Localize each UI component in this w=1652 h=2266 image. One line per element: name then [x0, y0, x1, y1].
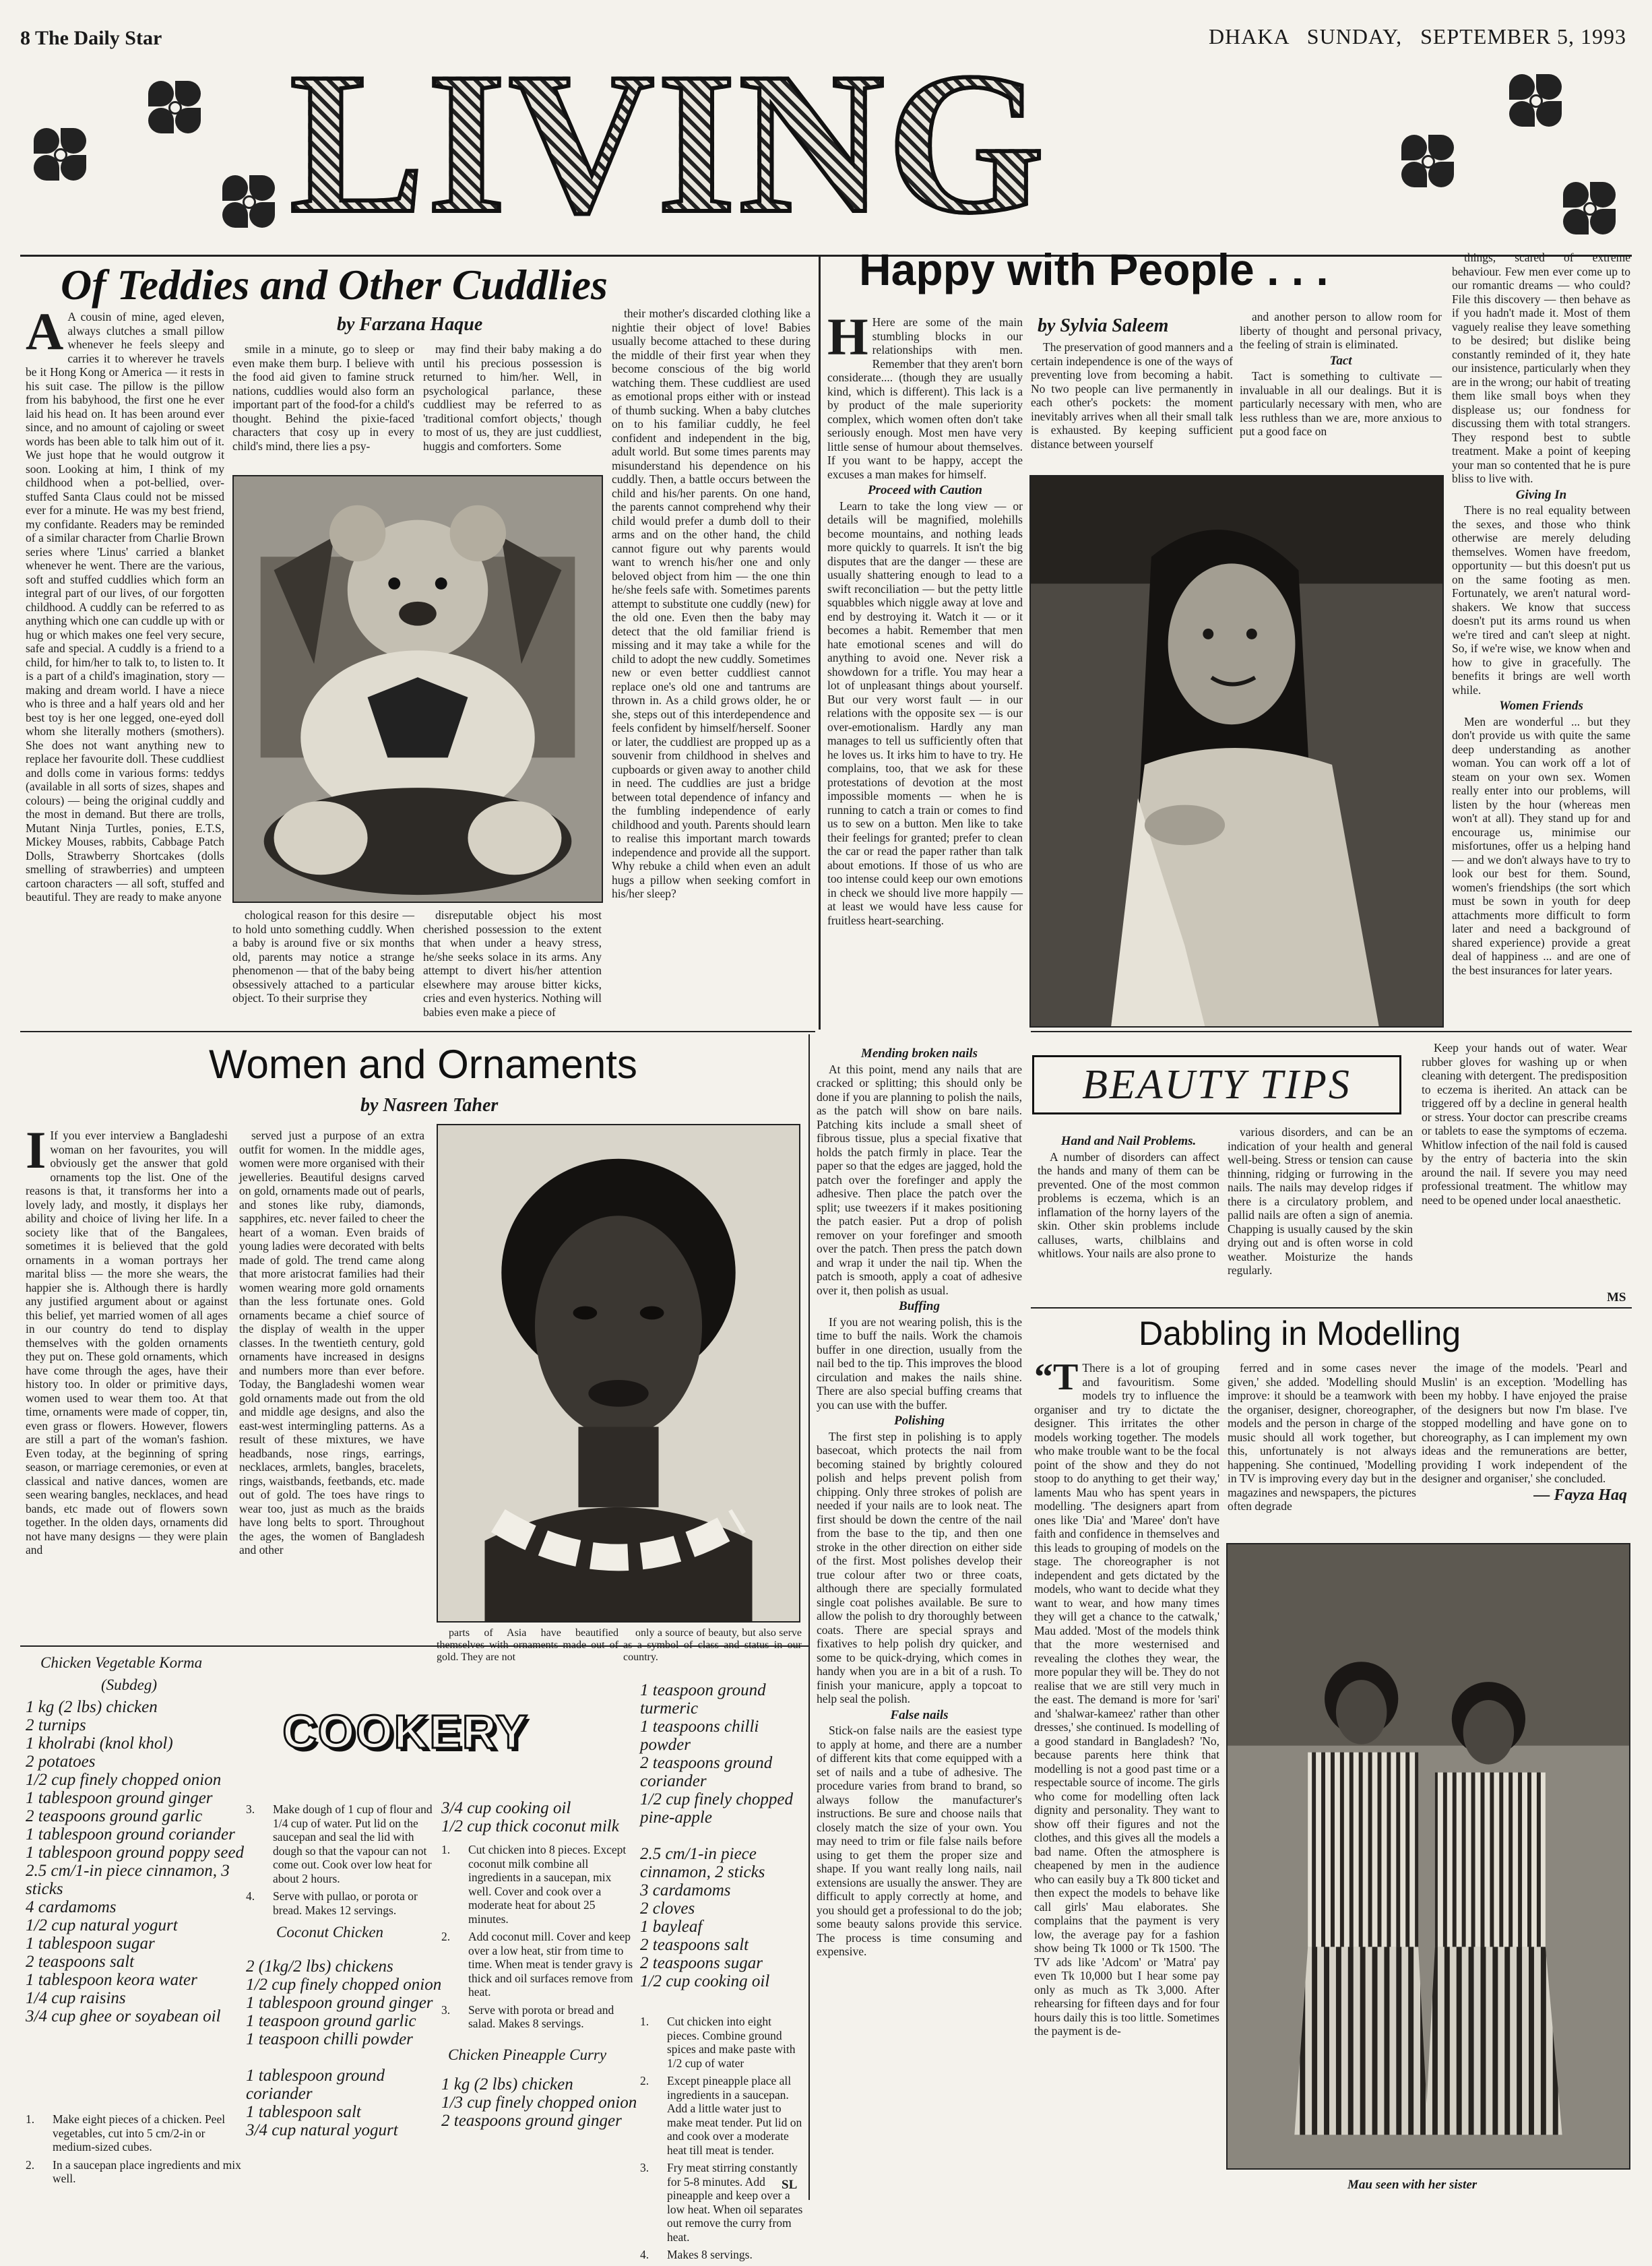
- recipe3-ingredients: [441, 2075, 643, 2130]
- recipe-step: [441, 1843, 637, 1926]
- happy-col1-text: Here are some of the main stumbling blocks in our relationships with men. Remember that they aren't born considerate.... (though they are usually kind, which is different). This lack is a by product of the male superiority complex, which women often don't take seriously enough. Most men have very little sense of humour about themselves. If you want to be happy, accept the excuses a man makes for himself.: [827, 315, 1023, 481]
- ingredient-line: 1/3 cup finely chopped onion: [441, 2094, 637, 2112]
- recipe-step: [640, 2248, 805, 2262]
- step-number: 2.: [640, 2074, 649, 2087]
- ingredient-line: 2 turnips: [26, 1716, 86, 1734]
- recipe1-ingredients: [26, 1698, 248, 2025]
- teddy-bear-image: [234, 476, 602, 902]
- teddies-col2a-text: smile in a minute, go to sleep or even make them burp. I believe with the food aid given to famine struck nations, cuddlies would also form an important part of the food-for a child's thought. Behind the pixie-faced characters that cosy up in every child's mind, there lies a psy-: [232, 342, 414, 453]
- step-text: Cut chicken into 8 pieces. Except coconut milk combine all ingredients in a saucepan, mix well. Cover and cook over a moderate heat for about 25 minutes.: [468, 1843, 627, 1926]
- nails-column: [817, 1044, 1022, 2197]
- modelling-col3-text: the image of the models. 'Pearl and Muslin' is an exception. 'Modelling has been my hobby. I have enjoyed the praise of the designers but now I'm blase. I've stopped modelling and have gone on to choreography, as I can implement my own ideas and the remunerations are better, providing I work independent of the designer and organiser,' she concluded.: [1422, 1361, 1627, 1485]
- ingredient-line: 3 cardamoms: [640, 1881, 731, 1899]
- flower-ornament-icon: [1509, 74, 1563, 128]
- nails-subhead-mending: Mending broken nails: [860, 1046, 978, 1061]
- happy-subhead-tact: Tact: [1329, 353, 1352, 368]
- recipe2-title: Coconut Chicken: [276, 1924, 384, 1941]
- ingredient-line: [246, 2048, 448, 2067]
- recipe-step: [640, 2015, 805, 2070]
- step-text: Make dough of 1 cup of flour and 1/4 cup of water. Put lid on the saucepan and seal the lid with dough so that the vapour can not come out. Cook over low heat for about 2 hours.: [273, 1802, 433, 1885]
- recipe-step: [441, 2003, 637, 2031]
- happy-column-2: [1031, 340, 1233, 468]
- ingredient-line: 2 teaspoons salt: [640, 1936, 749, 1954]
- ornaments-model-photo: [437, 1124, 800, 1623]
- happy-byline: by Sylvia Saleem: [1038, 315, 1169, 336]
- flower-ornament-icon: [1563, 182, 1617, 236]
- dateline-day: SUNDAY,: [1306, 24, 1403, 49]
- flower-ornament-icon: [1401, 135, 1455, 189]
- step-text: Serve with porota or bread and salad. Makes 8 servings.: [468, 2003, 614, 2030]
- teddies-byline: by Farzana Haque: [337, 314, 483, 335]
- ingredient-line: 2 teaspoons sugar: [640, 1954, 763, 1972]
- ingredient-line: 1 tablespoon ground ginger: [246, 1994, 433, 2012]
- ornaments-column-3: [437, 1627, 618, 1663]
- nails-mending-text: At this point, mend any nails that are cracked or splitting; this should only be done if you are planning to polish the nails, as the patch will show on bare nails. Patching kits include a small sheet of fibrous tissue, plus a special fixative that holds the patch firmly in place. Tear the paper so that the edges are jagged, hold the patch over the forefinger and apply the adhesive. Then place the patch over the split; use tweezers if it makes positioning the patch easier. Put a drop of polish remover on your forefinger and smooth over the patch. Then press the patch down and wrap it under the nail tip. When the patch is smooth, apply a coat of adhesive over it, then polish as usual.: [817, 1062, 1022, 1297]
- section-title-text: LIVING: [290, 31, 1048, 255]
- ingredient-line: 1/2 cup finely chopped pine-apple: [640, 1790, 794, 1827]
- cookery-header: [264, 1698, 547, 1765]
- recipe-step: [246, 1889, 435, 1917]
- models-photo: [1226, 1543, 1630, 2170]
- happy-col3b-text: Tact is something to cultivate — invaluable in all our dealings. But it is particularly necessary with men, who are less ruthless than we are, more anxious to put a good face on: [1240, 369, 1442, 438]
- teddies-headline: Of Teddies and Other Cuddlies: [61, 261, 608, 309]
- recipe-step: [640, 2161, 805, 2244]
- step-text: In a saucepan place ingredients and mix well.: [53, 2158, 241, 2185]
- recipe-step: [26, 2112, 248, 2154]
- ingredient-line: 1/2 cup finely chopped onion: [246, 1976, 442, 1994]
- nails-subhead-polishing: Polishing: [894, 1414, 945, 1428]
- nails-buffing-text: If you are not wearing polish, this is the time to buff the nails. Work the chamois buffer in one direction, usually from the nail bed to the tip. This improves the blood circulation and makes the nails shine. There are also special buffing creams that you can use with the buffer.: [817, 1315, 1022, 1412]
- happy-headline: Happy with People . . .: [859, 245, 1329, 294]
- ingredient-line: 1 tablespoon ground poppy seed: [26, 1844, 245, 1862]
- ornaments-headline: Women and Ornaments: [209, 1042, 637, 1087]
- ornaments-col4-text: only a source of beauty, but also serve as a symbol of class and status in our country.: [623, 1627, 802, 1663]
- ingredient-line: 1 tablespoon ground coriander: [26, 1825, 235, 1844]
- ingredient-line: 2 teaspoons ground ginger: [441, 2112, 622, 2130]
- recipe1-subtitle: (Subdeg): [101, 1676, 158, 1693]
- beauty-col1-text: A number of disorders can affect the hands and many of them can be prevented. One of the most common problems is eczema, which is an inflamation of the horny layers of the skin. Other skin problems include calluses, warts, chilblains and whitlows. Your nails are also prone to: [1038, 1150, 1219, 1260]
- happy-column-3: [1240, 310, 1442, 472]
- ornaments-col2-text: served just a purpose of an extra outfit for women. In the middle ages, women were more organised with their jewelleries. Beautiful designs carved on gold, ornaments made out of pearls, and stones like ruby, diamonds, sapphires, etc. never failed to cheer the heart of a woman. Even braids of young ladies were decorated with belts made of gold. The trend came along that more aristocrat families had their women wearing more gold ornaments than the less fortunate ones. Gold ornaments became a chief source of the display of wealth in the upper classes. In the twentieth century, gold ornaments have increased in designs and numbers more than ever before. Today, the Bangladeshi women wear gold ornaments made out from the old and middle age designs, and also the east-west intermingling patterns. As a result of these mixtures, we have headbands, nose rings, earrings, necklaces, armlets, bangles, bracelets, rings, waistbands, feetbands, etc. made out of gold. The toes have rings to wear too, just as much as the braids have long belts to sport. Throughout the ages, the women of Bangladesh and other: [239, 1129, 424, 1556]
- ingredient-line: 3/4 cup ghee or soyabean oil: [26, 2007, 221, 2025]
- dateline-city: DHAKA: [1209, 24, 1289, 49]
- ingredient-line: 3/4 cup natural yogurt: [246, 2121, 398, 2139]
- nails-subhead-false-nails: False nails: [890, 1707, 949, 1722]
- ingredient-line: 1 kholrabi (knol khol): [26, 1734, 173, 1753]
- ingredient-line: 2 teaspoons salt: [26, 1953, 135, 1971]
- happy-column-1: H Here are some of the main stumbling blocks in our relationships with men. Remember that they aren't born considerate.... (though they are usually kind, which is different). This lack is a by product of the male superiority complex, which women often don't take seriously enough. Most men have very little sense of humour about themselves. If you want to be happy, accept the excuses a man makes for himself. Proceed with Caution Learn to take the long view — or details will be magnified, molehills become mountains, and nothing leads more quickly to quarrels. It isn't the big disputes that are the danger — these are usually shattering enough to lead to a swift reconciliation — but the petty little squabbles which niggle away at love and end by destroying it. Watch it — or it becomes a habit. Remember that men hate emotional scenes and will do anything to avoid one. Never risk a showdown for a trifle. You may hear a lot of unpleasant things about yourself. But our very worst fault — in our relations with the opposite sex — is our over-emotionalism. Hardly any man manages to tell us sufficiently often that he loves us. It irks him to have to try. He complains, too, that we ask for these protestations of devotion at the most impossible moments — when he is running to catch a train or comes to find us to sew on a button. Men like to take their feelings for granted; prefer to clean the car or read the paper rather than talk about emotions. If those of us who are too intense could keep our own emotions in check we should live more happily — at least we would have less cause for fruitless heart-searching.: [827, 307, 1023, 927]
- recipe1-steps-a: [26, 2112, 248, 2190]
- beauty-signature: MS: [1607, 1290, 1626, 1304]
- teddies-column-1: A A cousin of mine, aged eleven, always clutches a small pillow whenever he feels sleepy and carries it to wherever he travels be it Hong Kong or America — it rests in his suit case. The pillow is the pillow from his babyhood, the first one he ever laid his head on. It has been around ever since, and no amount of cajoling or sweet words has been able to talk him out of it. We just hope that he would outgrow it soon. Looking at him, I think of my childhood when a pot-bellied, over-stuffed Santa Claus could not be missed ever for a minute. He was my best friend, my confidante. Readers may be reminded of a similar character from Charlie Brown series where 'Linus' carried a blanket whenever he went. There are the various, soft and stuffed cuddlies which form an integral part of our lives, of our forgotten childhood. A cuddly can be referred to as anything which one can cuddle up with or hug or which makes one feel very secure, safe and special. A cuddly is a friend to a child, for him/her to talk to, to listen to. It is a part of a child's imagination, story — making and dream world. I have a niece who is three and a half years old and her best toy is her one legged, one-eyed doll whom she literally mothers (smothers). She does not want anything new to replace her favourite doll. These cuddliest and dolls come in various forms: teddys (available in all sorts of sizes, shapes and colours) — being the original cuddly and the most in demand. But there are trolls, Mutant Ninja Turtles, ponies, E.T.S, Mickey Mouses, rabbits, Cabbage Patch Dolls, Strawberry Shortcakes (dolls smelling of strawberries) and umpteen cartoon characters — all soft, stuffed and beautiful. They are ready to make anyone: [26, 302, 224, 904]
- models-image: [1228, 1544, 1629, 2168]
- step-number: 1.: [640, 2015, 649, 2028]
- nails-false-nails-text: Stick-on false nails are the easiest type to apply at home, and there are a number of different kits that come equipped with a set of nails and a tube of adhesive. The procedure varies from brand to brand, so always follow the manufacturer's instructions. Be sure and choose nails that closely match the size of your own. You may need to trim or file false nails before using to get them the proper size and shape. If you want really long nails, nail extensions are usually the answer. They are difficult to apply correctly at home, and you should get a professional to do the job; some beauty salons provide this service. The process is time consuming and expensive.: [817, 1724, 1022, 1958]
- ingredient-line: 1 teaspoon ground garlic: [246, 2012, 416, 2030]
- happy-col1b-text: Learn to take the long view — or details will be magnified, molehills become mountains, and nothing leads more quickly to quarrels. It isn't the big disputes that are the danger — these are usually shattering enough to lead to a swift reconciliation — but the petty little squabbles which niggle away at love and end by destroying it. Watch it — or it becomes a habit. Remember that men hate emotional scenes and will do anything to avoid one. Never risk a showdown for a trifle. You may hear a lot of unpleasant things about yourself. But our very worst fault — in our relations with the opposite sex — is our over-emotionalism. Hardly any man manages to tell us sufficiently often that he loves us. It irks him to have to try. He complains, too, that we ask for these protestations of devotion at the most impossible moments — when he is running to catch a train or comes to find us to sew on a button. Men like to take their feelings for granted; prefer to clean the car or read the paper rather than talk about emotions. If those of us who are too intense could keep our own emotions in check we should live more happily — at least we would have less cause for fruitless heart-searching.: [827, 499, 1023, 927]
- recipe-step: [640, 2074, 805, 2157]
- ingredient-line: 2 (1kg/2 lbs) chickens: [246, 1957, 393, 1976]
- step-number: 1.: [26, 2112, 35, 2126]
- step-number: 2.: [441, 1930, 451, 1943]
- ingredient-line: 1 tablespoon keora water: [26, 1971, 197, 1989]
- recipe2-steps: [441, 1843, 637, 2035]
- recipe3-steps: [640, 2015, 805, 2266]
- recipe-step: [246, 1802, 435, 1885]
- ingredient-line: 1/2 cup finely chopped onion: [26, 1771, 222, 1789]
- step-text: Serve with pullao, or porota or bread. Makes 12 servings.: [273, 1889, 418, 1917]
- beauty-column-1: [1038, 1132, 1219, 1304]
- happy-column-4: [1452, 251, 1630, 1029]
- ingredient-line: 3/4 cup cooking oil: [441, 1799, 571, 1817]
- ornaments-col3-text: parts of Asia have beautified themselves with ornaments made out of gold. They are not: [437, 1627, 618, 1663]
- recipe1-steps-b: [246, 1802, 435, 1921]
- ingredient-line: 2.5 cm/1-in piece cinnamon, 2 sticks: [640, 1845, 765, 1881]
- step-number: 3.: [246, 1802, 255, 1816]
- ingredient-line: 1 tablespoon ground ginger: [26, 1789, 213, 1807]
- teddies-column-2a: [232, 342, 414, 470]
- happy-col3-text: and another person to allow room for liberty of thought and personal privacy, the feeling of strain is eliminated.: [1240, 310, 1442, 351]
- teddies-col3b-text: disreputable object his most cherished possession to the extent that when under a heavy stress, he/she seeks solace in its arms. Any attempt to divert his/her attention elsewhere may arouse bitter kicks, cries and even hysterics. Nothing will babies even make a piece of: [423, 908, 602, 1019]
- happy-col4c-text: Men are wonderful ... but they don't provide us with quite the same deep understanding as another woman. You can work off a lot of steam on your own sex. Women really enter into our problems, will listen by the hour (whereas men won't at all). They stand up for and encourage us, minimise our misfortunes, offer us a helping hand — and we don't always have to try to look our best for them. Sound, women's friendships (the sort which must be sown in youth for deep attachments more difficult to form later and need a background of shared experience) provide a great deal of happiness ... and are one of the best insurances for later years.: [1452, 714, 1630, 977]
- modelling-column-2: [1228, 1361, 1416, 1523]
- flower-ornament-icon: [148, 81, 202, 135]
- teddies-col1-text: A cousin of mine, aged eleven, always clutches a small pillow whenever he feels sleepy and carries it to wherever he travels be it Hong Kong or America — it rests in his suit case. The pillow is the pillow from his babyhood, the first one he ever laid his head on. It has been around ever since, and no amount of cajoling or sweet words has been able to talk him out of it. We just hope that he would outgrow it soon. Looking at him, I think of my childhood when a pot-bellied, over-stuffed Santa Claus could not be missed ever for a minute. He was my best friend, my confidante. Readers may be reminded of a similar character from Charlie Brown series where 'Linus' carried a blanket whenever he went. There are the various, soft and stuffed cuddlies which form an integral part of our lives, of our forgotten childhood. A cuddly can be referred to as anything which one can cuddle up with or hug or which makes one feel very secure, safe and special. A cuddly is a friend to a child, for him/her to talk to, to listen to. It is a part of a child's imagination, story — making and dream world. I have a niece who is three and a half years old and her best toy is her one legged, one-eyed doll whom she literally mothers (smothers). She does not want anything new to replace her favourite doll. These cuddliest and dolls come in various forms: teddys (available in all sorts of sizes, shapes and colours) — being the original cuddly and the most in demand. But there are trolls, Mutant Ninja Turtles, ponies, E.T.S, Mickey Mouses, rabbits, Cabbage Patch Dolls, Strawberry Shortcakes (dolls smelling of strawberries) and umpteen cartoon characters — all soft, stuffed and beautiful. They are ready to make anyone: [26, 310, 224, 904]
- cookery-title: COOKERY: [282, 1705, 529, 1758]
- modelling-column-3: [1422, 1361, 1627, 1533]
- ingredient-line: 1/2 cup natural yogurt: [26, 1916, 178, 1934]
- recipe-step: [441, 1930, 637, 1999]
- beauty-col2-text: various disorders, and can be an indication of your health and general well-being. Stress or tension can cause thinning, ridging or furrowing in the nails. The nails may develop ridges if there is a circulatory problem, and pallid nails are often a sign of anemia. Chapping is usually caused by the skin drying out and is often worse in cold weather. Moisturize the hands regularly.: [1228, 1125, 1413, 1277]
- divider: [20, 1031, 815, 1032]
- step-number: 1.: [441, 1843, 451, 1856]
- ingredient-line: 2 potatoes: [26, 1753, 96, 1771]
- ingredient-line: 1 kg (2 lbs) chicken: [441, 2075, 573, 2094]
- happy-col4-text: things, scared of extreme behaviour. Few men ever come up to our romantic dreams — who could? File this discovery — then behave as if you hadn't made it. Most of them vaguely realise they leave something to be desired; but dislike being constantly reminded of it, they hate our insistence, particularly when they are in the wrong; our habit of treating them like small boys when they displease us; our fondness for discussing them with total strangers. They respond best to subtle treatment. Make a point of keeping your man so contented that he is pure bliss to live with.: [1452, 251, 1630, 485]
- step-number: 3.: [441, 2003, 451, 2017]
- ingredient-line: 1/2 cup thick coconut milk: [441, 1817, 619, 1835]
- divider: [819, 255, 821, 1030]
- recipe3-title: Chicken Pineapple Curry: [448, 2046, 607, 2063]
- recipe3-ingredients-b: [640, 1681, 808, 1990]
- teddies-column-3a: [423, 342, 602, 470]
- portrait-woman-photo: [1029, 475, 1444, 1028]
- ingredient-line: 2.5 cm/1-in piece cinnamon, 3 sticks: [26, 1862, 230, 1898]
- step-text: Cut chicken into eight pieces. Combine ground spices and make paste with 1/2 cup of water: [667, 2015, 796, 2070]
- modelling-byline: — Fayza Haq: [1533, 1486, 1627, 1504]
- modelling-col2-text: ferred and in some cases never given,' she added. 'Modelling should improve: it should be a teamwork with the organiser, designer, choreographer, models and the person in charge of the music should all work together, but this, unfortunately is not always happening. She continued, 'Modelling in TV is improving every day but in the magazines and newspapers, the pictures often degrade: [1228, 1361, 1416, 1513]
- nails-subhead-buffing: Buffing: [899, 1299, 940, 1313]
- ingredient-line: 1 bayleaf: [640, 1918, 703, 1936]
- step-number: 3.: [640, 2161, 649, 2174]
- ingredient-line: 1/2 cup cooking oil: [640, 1972, 770, 1990]
- ornaments-model-image: [438, 1125, 799, 1621]
- beauty-column-3: [1422, 1041, 1627, 1290]
- ingredient-line: 2 cloves: [640, 1899, 695, 1918]
- portrait-woman-image: [1031, 476, 1442, 1026]
- step-number: 4.: [640, 2248, 649, 2261]
- divider: [1031, 1307, 1632, 1309]
- flower-ornament-icon: [34, 128, 88, 182]
- ingredient-line: 2 teaspoons ground garlic: [26, 1807, 203, 1825]
- modelling-col1-text: There is a lot of grouping and favouritism. Some models try to influence the organiser and try to dictate the designer. This irritates the other models working together. The models who make trouble want to be the focal point of the show and they do not stoop to do anything to get their way,' laments Mau who has spent years in modelling. 'The designers apart from ones like 'Dia' and 'Maree' don't have faith and confidence in themselves and this leads to grouping of models on the stage. The choreographer is not independent and gets dictated by the models, who want to decide what they want to wear, and how many times they will get a chance to the catwalk,' Mau added. 'Most of the models think that the more westernised and revealing the clothes they wear, the more popular they will be. They do not realise that we are still very much in the east. The demand is more for 'sari' and 'shalwar-kameez' rather than other dresses,' she continued. Is modelling of a good standard in Bangladesh? 'No, because parents here think that modelling is not a good past time or a respectable source of income. The girls who come for modelling often lack dignity and personality. They want to show off their figures and not the clothes, and this gives all the models a bad name. Often the atmosphere is cheapened by men in the audience who can easily buy a Tk 800 ticket and then expect the models to behave like call girls' Mau elaborates. She complains that the payment is very low, the average pay for a fashion show being Tk 1000 or Tk 1500. 'The TV ads like 'Adcom' or 'Matra' pay even Tk 10,000 but I hear some pay only as much as Tk 3,000. After rehearsing for fifteen days and for four hours daily this is too little. Sometimes the payment is de-: [1034, 1361, 1219, 2038]
- models-photo-caption: Mau seen with her sister: [1347, 2178, 1478, 2192]
- ingredient-line: 1 teaspoon ground turmeric: [640, 1681, 766, 1718]
- ingredient-line: 1 teaspoons chilli powder: [640, 1718, 759, 1754]
- step-number: 4.: [246, 1889, 255, 1903]
- beauty-column-2: [1228, 1125, 1413, 1304]
- divider: [808, 1034, 810, 2200]
- beauty-subhead-hand-nail: Hand and Nail Problems.: [1060, 1134, 1197, 1148]
- teddies-column-2b: [232, 908, 414, 1028]
- happy-subhead-women-friends: Women Friends: [1499, 699, 1583, 713]
- ingredient-line: [640, 1827, 808, 1845]
- teddies-column-3b: [423, 908, 602, 1028]
- teddies-column-4: [612, 307, 811, 1028]
- ornaments-column-4: [623, 1627, 802, 1663]
- teddy-bear-photo: [232, 475, 603, 903]
- flower-ornament-icon: [222, 175, 276, 229]
- ingredient-line: 1 tablespoon sugar: [26, 1934, 155, 1953]
- modelling-headline: Dabbling in Modelling: [1139, 1315, 1461, 1352]
- ingredient-line: 1/4 cup raisins: [26, 1989, 126, 2007]
- step-text: Add coconut mill. Cover and keep over a low heat, stir from time to time. When meat is tender gravy is thick and oil surfaces remove from heat.: [468, 1930, 633, 1999]
- step-text: Fry meat stirring constantly for 5-8 minutes. Add pineapple and keep over a low heat. When oil separates out remove the curry from heat.: [667, 2161, 803, 2244]
- ornaments-column-2: [239, 1129, 424, 1644]
- step-number: 2.: [26, 2158, 35, 2172]
- beauty-tips-header: [1032, 1055, 1401, 1114]
- page-label: 8 The Daily Star: [20, 27, 162, 49]
- happy-subhead-giving-in: Giving In: [1515, 487, 1567, 502]
- dateline-date: SEPTEMBER 5, 1993: [1420, 24, 1626, 49]
- ornaments-byline: by Nasreen Taher: [360, 1095, 499, 1116]
- recipe1-title: Chicken Vegetable Korma: [40, 1654, 203, 1671]
- recipe2-ingredients: [246, 1957, 448, 2139]
- teddies-col4-text: their mother's discarded clothing like a nightie their object of love! Babies usually become attached to these during the middle of their first year when they become conscious of the big world watching them. These cuddliest are used as emotional props either with or instead of thumb sucking. When a baby clutches on to his familiar cuddly, he feel confident and independent in the big, adult world. But some times parents may misunderstand his dependence on his cuddly. Then, a battle occurs between the child and his/her parents. On one hand, the parents cannot comprehend why their child would prefer a dumb doll to their arms and on the other hand, the child cannot figure out why parents would want to wrench his/her one and only beloved object from him — the one thin he/she feels safe with. Sometimes parents attempt to substitute one cuddly (new) for the old one. Even then the baby may detect that the old familiar friend is missing and it may take a while for the child to adopt the new cuddly. Sometimes new or even better cuddliest cannot replace one's old one and tantrums are thrown in. As a child grows older, he or she, steps out of this interdependence and feels confident by himself/herself. Sooner or later, the cuddliest are propped up as a souvenir from childhood in shelves and cupboards or given away to another child in need. The cuddlies are just a bridge between total dependence of infancy and the fumbling independence of early childhood and youth. Parents should learn to realise this important march towards independence and provide all the support. Why rebuke a child when even an adult hugs a pillow when seeking comfort in his/her sleep?: [612, 307, 811, 900]
- happy-col4b-text: There is no real equality between the sexes, and those who think otherwise are merely deluding themselves. Women have freedom, opportunity — but this doesn't put us on the same footing as men. Fortunately, we aren't natural word-shakers. We know that success doesn't put its arms round us when we're tired and can't sleep at night. So, if we're wise, we know when and how to give in gracefully. The benefits it brings are well worth while.: [1452, 503, 1630, 697]
- step-text: Make eight pieces of a chicken. Peel vegetables, cut into 5 cm/2-in or medium-sized cubes.: [53, 2112, 226, 2153]
- ingredient-line: 2 teaspoons ground coriander: [640, 1754, 773, 1790]
- ingredient-line: 1 tablespoon ground coriander: [246, 2067, 385, 2103]
- modelling-column-1: “T There is a lot of grouping and favouritism. Some models try to influence the organiser and try to dictate the designer. This irritates the other models working together. The models who make trouble want to be the focal point of the show and they do not stoop to do anything to get their way,' laments Mau who has spent years in modelling. 'The designers apart from ones like 'Dia' and 'Maree' don't have faith and confidence in themselves and this leads to grouping of models on the stage. The choreographer is not independent and gets dictated by the models, who want to decide what they want to wear, and how many times they will get a chance to the catwalk,' Mau added. 'Most of the models think that the more westernised and revealing the clothes they wear, the more popular they will be. They do not realise that we are still very much in the east. The demand is more for 'sari' and 'shalwar-kameez' rather than other dresses,' she continued. Is modelling of a good standard in Bangladesh? 'No, because parents here think that modelling is not a good past time or a respectable source of income. The girls who come for modelling often lack dignity and personality. They want to show off their figures and not the clothes, and this gives all the models a bad name. Often the atmosphere is cheapened by men in the audience who can easily buy a Tk 800 ticket and then expect the models to behave like call girls' Mau elaborates. She complains that the payment is very low, the average pay for a fashion show being Tk 1000 or Tk 1500. 'The TV ads like 'Adcom' or 'Matra' pay even Tk 10,000 but I hear some pay only as much as Tk 3,000. After rehearsing for fifteen days and for four hours daily this is too little. Sometimes the payment is de-: [1034, 1356, 1219, 2038]
- recipe-step: [26, 2158, 248, 2186]
- beauty-col3-text: Keep your hands out of water. Wear rubber gloves for washing up or when cleaning with detergent. The predisposition to eczema is iherited. An attack can be triggered off by a decline in general health or stress. Your doctor can prescribe creams or tablets to ease the symptoms of eczema. Whitlow infection of the nail fold is caused by the entry of bacteria into the skin around the nail. If severe you may need professional treatment. The whitlow may need to be opened under local anaesthetic.: [1422, 1041, 1627, 1207]
- ingredient-line: 1 kg (2 lbs) chicken: [26, 1698, 158, 1716]
- happy-subhead-caution: Proceed with Caution: [868, 483, 982, 497]
- nails-polishing-text: The first step in polishing is to apply basecoat, which protects the nail from becoming stained by brightly coloured polish and helps prevent polish from chipping. Only three strokes of polish are needed if your nails are to look neat. The first should be down the centre of the nail from the base to the tip, and then one stroke in the other direction on either side of the first. Most polishes develop their true colour after two or three coats, although there are specially formulated single coat polishes available. Be sure to allow the polish to dry thoroughly between coats. There are special sprays and fixatives to help polish dry quicker, and some to be quick-drying, which comes in handy when you are in a bit of a rush. To finish your manicure, apply a topcoat to help seal the polish.: [817, 1429, 1022, 1705]
- ingredient-line: 1 teaspoon chilli powder: [246, 2030, 413, 2048]
- ornaments-column-1: I If you ever interview a Bangladeshi woman on her favourites, you will obviously get the answer that gold ornaments top the list. One of the reasons is that, it transforms her into a lovely lady, and mostly, it displays her ability and choice of living her life. In a society like that of the Bangalees, sometimes it is believed that the gold ornaments in a woman portrays her marital bliss — the more she wears, the happier she is. Although there is hardly any justified argument about or against this belief, yet married women of all ages in our country do tend to display themselves with the golden ornaments they put on. These gold ornaments, which have come through the ages, have their history too. In older or primitive days, women used to wear them too. At that time, ornaments were made of copper, tin, even grass or flowers. However, flowers are still a part of the woman's fashion. Even today, at the beginning of spring season, or marriage ceremonies, or even at classical and native dances, women are seen wearing bangles, necklaces, and head bands, etc made out of flowers sown together. In the olden days, ornaments did not have many designs — they were plain and: [26, 1121, 228, 1556]
- beauty-tips-title: BEAUTY TIPS: [1082, 1061, 1352, 1108]
- step-text: Except pineapple place all ingredients in a saucepan. Add a little water just to make meat tender. Put lid on and cook over a moderate heat till meat is tender.: [667, 2074, 802, 2157]
- divider: [1031, 1031, 1632, 1032]
- teddies-col3a-text: may find their baby making a do until his precious possession is returned to him/her. Well, in psychological parlance, these cuddliest may be referred to as 'traditional comfort objects,' though to most of us, they are just cuddliest, huggis and comforters. Some: [423, 342, 602, 453]
- step-text: Makes 8 servings.: [667, 2248, 753, 2261]
- recipe2-ingredients-b: [441, 1799, 643, 1835]
- ornaments-col1-text: If you ever interview a Bangladeshi woman on her favourites, you will obviously get the answer that gold ornaments top the list. One of the reasons is that, it transforms her into a lovely lady, and mostly, it displays her ability and choice of living her life. In a society like that of the Bangalees, sometimes it is believed that the gold ornaments in a woman portrays her marital bliss — the more she wears, the happier she is. Although there is hardly any justified argument about or against this belief, yet married women of all ages in our country do tend to display themselves with the golden ornaments they put on. These gold ornaments, which have come through the ages, have their history too. In older or primitive days, women used to wear them too. At that time, ornaments were made of copper, tin, even grass or flowers. However, flowers are still a part of the woman's fashion. Even today, at the beginning of spring season, or marriage ceremonies, or even at classical and native dances, women are seen wearing bangles, necklaces, and head bands, etc made out of flowers sown together. In the olden days, ornaments did not have many designs — they were plain and: [26, 1129, 228, 1556]
- ingredient-line: 1 tablespoon salt: [246, 2103, 361, 2121]
- divider: [20, 255, 1632, 257]
- cookery-signature: SL: [782, 2178, 798, 2192]
- happy-col2-text: The preservation of good manners and a certain independence is one of the ways of preventing love from becoming a habit. No two people can live permanently in each other's pockets: the moment inevitably arrives when all their small talk is exhausted. By keeping sufficient distance between yourself: [1031, 340, 1233, 451]
- dateline: [1197, 24, 1626, 49]
- ingredient-line: 4 cardamoms: [26, 1898, 117, 1916]
- teddies-col2b-text: chological reason for this desire — to hold unto something cuddly. When a baby is around five or six months old, parents may notice a strange phenomenon — that of the baby being obsessively attached to a particular object. To their surprise they: [232, 908, 414, 1005]
